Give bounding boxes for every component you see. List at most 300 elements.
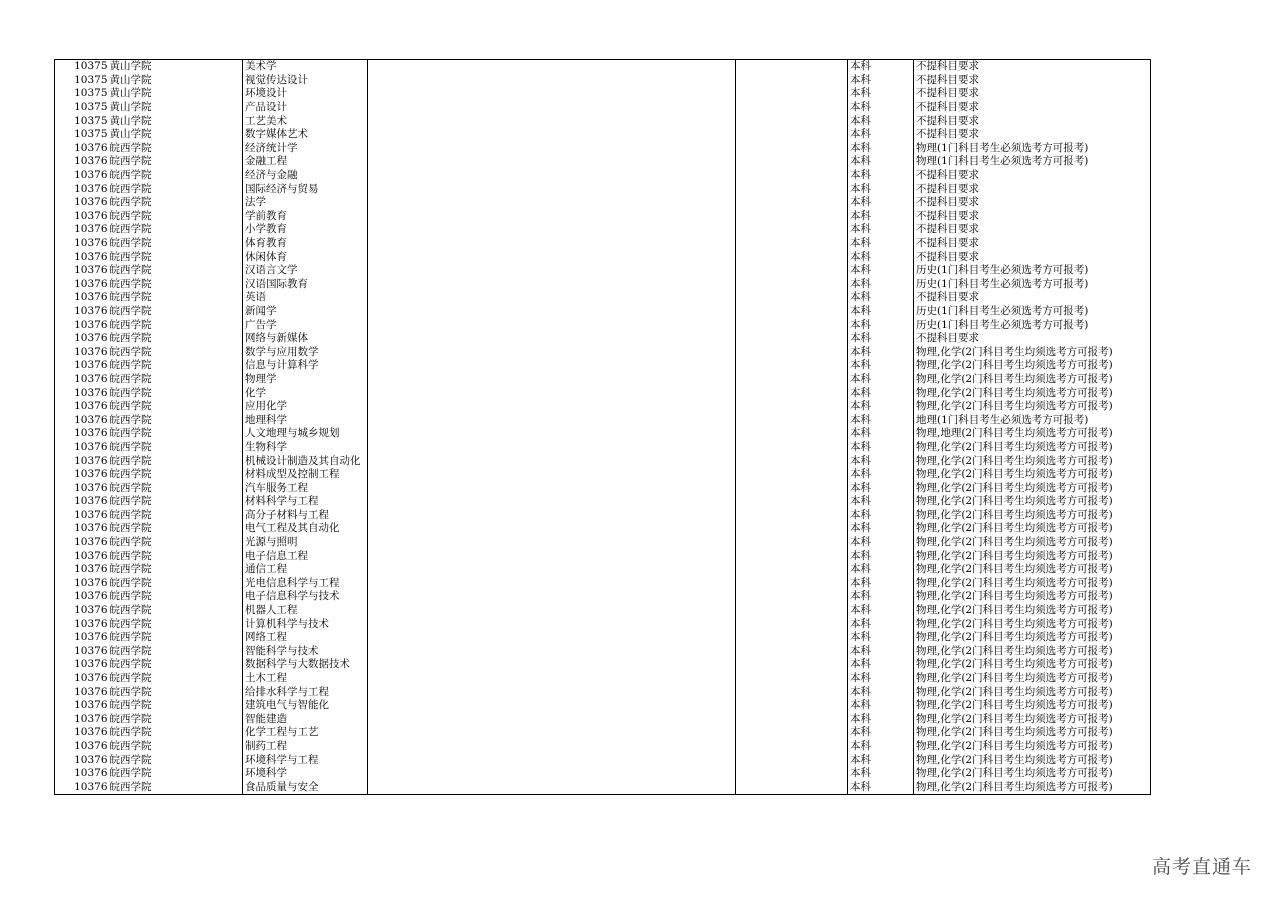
- empty-cell: [368, 250, 736, 264]
- major-name-cell: 机械设计制造及其自动化: [243, 454, 368, 468]
- table-row: [55, 128, 1151, 142]
- school-code-cell: 10376: [74, 386, 108, 399]
- school-code-cell: 10376: [74, 590, 108, 603]
- major-name-cell: 食品质量与安全: [243, 780, 368, 794]
- major-name-cell: 数字媒体艺术: [243, 128, 368, 142]
- school-name-cell: 皖西学院: [109, 454, 152, 467]
- subject-requirement-cell: 物理(1门科目考生必须选考方可报考): [914, 142, 1151, 156]
- subject-requirement-cell: 物理,化学(2门科目考生均须选考方可报考): [914, 617, 1151, 631]
- empty-cell: [736, 60, 848, 74]
- major-name-cell: 小学教育: [243, 223, 368, 237]
- empty-cell: [368, 237, 736, 251]
- major-name-cell: 信息与计算科学: [243, 359, 368, 373]
- empty-cell: [368, 291, 736, 305]
- degree-level-cell: 本科: [848, 699, 914, 713]
- school-name-cell: 皖西学院: [109, 726, 152, 739]
- table-row: [55, 291, 1151, 305]
- school-name-cell: 皖西学院: [109, 209, 152, 222]
- table-row: [55, 60, 1151, 74]
- school-name-cell: 皖西学院: [109, 495, 152, 508]
- empty-cell: [736, 169, 848, 183]
- subject-requirement-cell: 物理,化学(2门科目考生均须选考方可报考): [914, 631, 1151, 645]
- school-name-cell: 皖西学院: [109, 359, 152, 372]
- school-name-cell: 皖西学院: [109, 400, 152, 413]
- school-code-cell: 10376: [74, 169, 108, 182]
- major-name-cell: 机器人工程: [243, 604, 368, 618]
- major-name-cell: 人文地理与城乡规划: [243, 427, 368, 441]
- school-name-cell: 皖西学院: [109, 685, 152, 698]
- empty-cell: [736, 278, 848, 292]
- empty-cell: [736, 441, 848, 455]
- empty-cell: [736, 400, 848, 414]
- subject-requirement-cell: 历史(1门科目考生必须选考方可报考): [914, 278, 1151, 292]
- subject-requirement-cell: 物理,化学(2门科目考生均须选考方可报考): [914, 400, 1151, 414]
- school-name-cell: 皖西学院: [109, 169, 152, 182]
- major-name-cell: 国际经济与贸易: [243, 182, 368, 196]
- school-name-cell: 皖西学院: [109, 427, 152, 440]
- empty-cell: [736, 142, 848, 156]
- school-code-cell: 10375: [74, 73, 108, 86]
- empty-cell: [736, 305, 848, 319]
- table-row: [55, 713, 1151, 727]
- degree-level-cell: 本科: [848, 780, 914, 794]
- empty-cell: [368, 427, 736, 441]
- empty-cell: [368, 617, 736, 631]
- school-name-cell: 皖西学院: [109, 617, 152, 630]
- empty-cell: [736, 87, 848, 101]
- school-code-cell: 10376: [74, 291, 108, 304]
- major-name-cell: 新闻学: [243, 305, 368, 319]
- subject-requirement-cell: 不提科目要求: [914, 250, 1151, 264]
- table-row: [55, 400, 1151, 414]
- empty-cell: [736, 726, 848, 740]
- empty-cell: [736, 196, 848, 210]
- degree-level-cell: 本科: [848, 250, 914, 264]
- school-code-cell: 10376: [74, 576, 108, 589]
- table-row: [55, 753, 1151, 767]
- school-name-cell: 皖西学院: [109, 196, 152, 209]
- table-row: [55, 223, 1151, 237]
- degree-level-cell: 本科: [848, 210, 914, 224]
- admission-requirements-table: [54, 59, 1151, 795]
- major-name-cell: 环境设计: [243, 87, 368, 101]
- empty-cell: [736, 481, 848, 495]
- table-row: [55, 672, 1151, 686]
- major-name-cell: 体育教育: [243, 237, 368, 251]
- empty-cell: [368, 114, 736, 128]
- table-row: [55, 631, 1151, 645]
- empty-cell: [736, 658, 848, 672]
- school-code-cell: 10376: [74, 400, 108, 413]
- major-name-cell: 汽车服务工程: [243, 481, 368, 495]
- school-name-cell: 皖西学院: [109, 536, 152, 549]
- subject-requirement-cell: 不提科目要求: [914, 60, 1151, 74]
- empty-cell: [368, 359, 736, 373]
- major-name-cell: 给排水科学与工程: [243, 685, 368, 699]
- empty-cell: [368, 685, 736, 699]
- empty-cell: [368, 413, 736, 427]
- degree-level-cell: 本科: [848, 536, 914, 550]
- major-name-cell: 建筑电气与智能化: [243, 699, 368, 713]
- empty-cell: [368, 672, 736, 686]
- school-name-cell: 皖西学院: [109, 155, 152, 168]
- school-code-cell: 10376: [74, 182, 108, 195]
- empty-cell: [368, 590, 736, 604]
- empty-cell: [736, 645, 848, 659]
- school-code-cell: 10375: [74, 101, 108, 114]
- table-row: [55, 74, 1151, 88]
- school-code-cell: 10376: [74, 318, 108, 331]
- table-row: [55, 767, 1151, 781]
- table-row: [55, 210, 1151, 224]
- major-name-cell: 网络工程: [243, 631, 368, 645]
- school-code-cell: 10376: [74, 468, 108, 481]
- empty-cell: [368, 495, 736, 509]
- school-code-cell: 10376: [74, 264, 108, 277]
- empty-cell: [368, 155, 736, 169]
- empty-cell: [368, 223, 736, 237]
- empty-cell: [736, 386, 848, 400]
- subject-requirement-cell: 不提科目要求: [914, 196, 1151, 210]
- empty-cell: [736, 114, 848, 128]
- degree-level-cell: 本科: [848, 60, 914, 74]
- major-name-cell: 美术学: [243, 60, 368, 74]
- empty-cell: [368, 264, 736, 278]
- empty-cell: [736, 332, 848, 346]
- major-name-cell: 生物科学: [243, 441, 368, 455]
- subject-requirement-cell: 物理,化学(2门科目考生均须选考方可报考): [914, 481, 1151, 495]
- empty-cell: [736, 604, 848, 618]
- table-row: [55, 658, 1151, 672]
- degree-level-cell: 本科: [848, 223, 914, 237]
- empty-cell: [368, 454, 736, 468]
- empty-cell: [368, 563, 736, 577]
- school-code-cell: 10376: [74, 372, 108, 385]
- school-code-cell: 10376: [74, 332, 108, 345]
- table-row: [55, 318, 1151, 332]
- school-code-cell: 10376: [74, 413, 108, 426]
- major-name-cell: 计算机科学与技术: [243, 617, 368, 631]
- major-name-cell: 学前教育: [243, 210, 368, 224]
- subject-requirement-cell: 物理,化学(2门科目考生均须选考方可报考): [914, 441, 1151, 455]
- school-code-cell: 10376: [74, 304, 108, 317]
- school-code-cell: 10376: [74, 699, 108, 712]
- school-name-cell: 皖西学院: [109, 468, 152, 481]
- empty-cell: [368, 400, 736, 414]
- major-name-cell: 高分子材料与工程: [243, 509, 368, 523]
- degree-level-cell: 本科: [848, 672, 914, 686]
- empty-cell: [368, 780, 736, 794]
- school-code-cell: 10376: [74, 155, 108, 168]
- school-name-cell: 皖西学院: [109, 372, 152, 385]
- degree-level-cell: 本科: [848, 577, 914, 591]
- school-name-cell: 皖西学院: [109, 767, 152, 780]
- degree-level-cell: 本科: [848, 604, 914, 618]
- school-name-cell: 皖西学院: [109, 549, 152, 562]
- school-code-cell: 10375: [74, 87, 108, 100]
- school-code-cell: 10376: [74, 508, 108, 521]
- subject-requirement-cell: 物理,化学(2门科目考生均须选考方可报考): [914, 536, 1151, 550]
- school-name-cell: 皖西学院: [109, 345, 152, 358]
- subject-requirement-cell: 物理,化学(2门科目考生均须选考方可报考): [914, 345, 1151, 359]
- school-code-cell: 10376: [74, 237, 108, 250]
- empty-cell: [736, 468, 848, 482]
- empty-cell: [368, 196, 736, 210]
- major-name-cell: 智能科学与技术: [243, 645, 368, 659]
- empty-cell: [736, 672, 848, 686]
- table-row: [55, 726, 1151, 740]
- school-name-cell: 皖西学院: [109, 223, 152, 236]
- empty-cell: [368, 536, 736, 550]
- empty-cell: [368, 740, 736, 754]
- school-name-cell: 皖西学院: [109, 644, 152, 657]
- empty-cell: [736, 495, 848, 509]
- school-name-cell: 皖西学院: [109, 576, 152, 589]
- subject-requirement-cell: 物理,化学(2门科目考生均须选考方可报考): [914, 522, 1151, 536]
- school-code-cell: 10376: [74, 454, 108, 467]
- table-row: [55, 481, 1151, 495]
- subject-requirement-cell: 物理,化学(2门科目考生均须选考方可报考): [914, 509, 1151, 523]
- table-row: [55, 577, 1151, 591]
- subject-requirement-cell: 物理,化学(2门科目考生均须选考方可报考): [914, 713, 1151, 727]
- degree-level-cell: 本科: [848, 332, 914, 346]
- empty-cell: [736, 767, 848, 781]
- degree-level-cell: 本科: [848, 509, 914, 523]
- school-code-cell: 10376: [74, 644, 108, 657]
- school-code-cell: 10376: [74, 196, 108, 209]
- subject-requirement-cell: 物理,化学(2门科目考生均须选考方可报考): [914, 685, 1151, 699]
- degree-level-cell: 本科: [848, 128, 914, 142]
- school-code-cell: 10376: [74, 440, 108, 453]
- major-name-cell: 环境科学: [243, 767, 368, 781]
- degree-level-cell: 本科: [848, 169, 914, 183]
- table-row: [55, 536, 1151, 550]
- empty-cell: [736, 101, 848, 115]
- degree-level-cell: 本科: [848, 522, 914, 536]
- empty-cell: [368, 604, 736, 618]
- school-code-cell: 10376: [74, 536, 108, 549]
- empty-cell: [368, 468, 736, 482]
- empty-cell: [736, 713, 848, 727]
- degree-level-cell: 本科: [848, 767, 914, 781]
- subject-requirement-cell: 物理,化学(2门科目考生均须选考方可报考): [914, 590, 1151, 604]
- empty-cell: [736, 536, 848, 550]
- watermark-logo-text: 高考直通车: [1151, 856, 1252, 878]
- empty-cell: [736, 522, 848, 536]
- subject-requirement-cell: 物理,化学(2门科目考生均须选考方可报考): [914, 468, 1151, 482]
- degree-level-cell: 本科: [848, 373, 914, 387]
- empty-cell: [368, 577, 736, 591]
- major-name-cell: 制药工程: [243, 740, 368, 754]
- degree-level-cell: 本科: [848, 753, 914, 767]
- empty-cell: [368, 101, 736, 115]
- school-code-cell: 10376: [74, 522, 108, 535]
- empty-cell: [368, 87, 736, 101]
- degree-level-cell: 本科: [848, 454, 914, 468]
- major-name-cell: 土木工程: [243, 672, 368, 686]
- school-code-cell: 10376: [74, 767, 108, 780]
- degree-level-cell: 本科: [848, 413, 914, 427]
- school-name-cell: 皖西学院: [109, 522, 152, 535]
- table-row: [55, 142, 1151, 156]
- empty-cell: [368, 658, 736, 672]
- subject-requirement-cell: 不提科目要求: [914, 237, 1151, 251]
- school-name-cell: 皖西学院: [109, 264, 152, 277]
- degree-level-cell: 本科: [848, 740, 914, 754]
- major-name-cell: 环境科学与工程: [243, 753, 368, 767]
- school-code-cell: 10376: [74, 345, 108, 358]
- degree-level-cell: 本科: [848, 590, 914, 604]
- degree-level-cell: 本科: [848, 631, 914, 645]
- school-code-cell: 10376: [74, 495, 108, 508]
- table-row: [55, 155, 1151, 169]
- major-name-cell: 网络与新媒体: [243, 332, 368, 346]
- subject-requirement-cell: 不提科目要求: [914, 74, 1151, 88]
- empty-cell: [368, 332, 736, 346]
- subject-requirement-cell: 不提科目要求: [914, 291, 1151, 305]
- empty-cell: [368, 210, 736, 224]
- table-row: [55, 264, 1151, 278]
- major-name-cell: 数据科学与大数据技术: [243, 658, 368, 672]
- subject-requirement-cell: 物理,地理(2门科目考生均须选考方可报考): [914, 427, 1151, 441]
- school-name-cell: 黄山学院: [109, 101, 152, 114]
- school-code-cell: 10376: [74, 617, 108, 630]
- subject-requirement-cell: 物理,化学(2门科目考生均须选考方可报考): [914, 658, 1151, 672]
- empty-cell: [736, 250, 848, 264]
- degree-level-cell: 本科: [848, 318, 914, 332]
- subject-requirement-cell: 物理,化学(2门科目考生均须选考方可报考): [914, 672, 1151, 686]
- empty-cell: [368, 522, 736, 536]
- empty-cell: [736, 128, 848, 142]
- subject-requirement-cell: 不提科目要求: [914, 128, 1151, 142]
- subject-requirement-cell: 物理,化学(2门科目考生均须选考方可报考): [914, 495, 1151, 509]
- subject-requirement-cell: 物理,化学(2门科目考生均须选考方可报考): [914, 645, 1151, 659]
- table-row: [55, 563, 1151, 577]
- school-name-cell: 皖西学院: [109, 182, 152, 195]
- empty-cell: [736, 155, 848, 169]
- school-name-cell: 皖西学院: [109, 277, 152, 290]
- school-name-cell: 皖西学院: [109, 658, 152, 671]
- subject-requirement-cell: 不提科目要求: [914, 114, 1151, 128]
- empty-cell: [736, 427, 848, 441]
- degree-level-cell: 本科: [848, 155, 914, 169]
- empty-cell: [368, 74, 736, 88]
- school-name-cell: 皖西学院: [109, 250, 152, 263]
- school-code-cell: 10375: [74, 128, 108, 141]
- empty-cell: [368, 645, 736, 659]
- table-row: [55, 196, 1151, 210]
- major-name-cell: 电子信息工程: [243, 549, 368, 563]
- table-row: [55, 454, 1151, 468]
- school-name-cell: 皖西学院: [109, 386, 152, 399]
- empty-cell: [368, 386, 736, 400]
- school-code-cell: 10376: [74, 726, 108, 739]
- table-row: [55, 305, 1151, 319]
- major-name-cell: 金融工程: [243, 155, 368, 169]
- degree-level-cell: 本科: [848, 305, 914, 319]
- empty-cell: [368, 753, 736, 767]
- table-row: [55, 590, 1151, 604]
- school-code-cell: 10376: [74, 712, 108, 725]
- school-name-cell: 黄山学院: [109, 87, 152, 100]
- major-name-cell: 化学工程与工艺: [243, 726, 368, 740]
- empty-cell: [736, 413, 848, 427]
- subject-requirement-cell: 物理,化学(2门科目考生均须选考方可报考): [914, 767, 1151, 781]
- table-row: [55, 114, 1151, 128]
- empty-cell: [736, 549, 848, 563]
- empty-cell: [736, 617, 848, 631]
- degree-level-cell: 本科: [848, 101, 914, 115]
- major-name-cell: 光电信息科学与工程: [243, 577, 368, 591]
- table-row: [55, 617, 1151, 631]
- degree-level-cell: 本科: [848, 645, 914, 659]
- subject-requirement-cell: 历史(1门科目考生必须选考方可报考): [914, 264, 1151, 278]
- empty-cell: [368, 699, 736, 713]
- table-row: [55, 386, 1151, 400]
- major-name-cell: 光源与照明: [243, 536, 368, 550]
- empty-cell: [736, 318, 848, 332]
- major-name-cell: 产品设计: [243, 101, 368, 115]
- degree-level-cell: 本科: [848, 713, 914, 727]
- degree-level-cell: 本科: [848, 386, 914, 400]
- empty-cell: [368, 726, 736, 740]
- subject-requirement-cell: 物理,化学(2门科目考生均须选考方可报考): [914, 753, 1151, 767]
- school-code-cell: 10376: [74, 658, 108, 671]
- table-row: [55, 522, 1151, 536]
- empty-cell: [736, 264, 848, 278]
- subject-requirement-cell: 不提科目要求: [914, 169, 1151, 183]
- school-name-cell: 黄山学院: [109, 114, 152, 127]
- degree-level-cell: 本科: [848, 182, 914, 196]
- school-name-cell: 皖西学院: [109, 712, 152, 725]
- school-code-cell: 10376: [74, 141, 108, 154]
- degree-level-cell: 本科: [848, 658, 914, 672]
- table-row: [55, 413, 1151, 427]
- degree-level-cell: 本科: [848, 114, 914, 128]
- empty-cell: [736, 454, 848, 468]
- school-name-cell: 皖西学院: [109, 590, 152, 603]
- school-code-cell: 10375: [74, 114, 108, 127]
- subject-requirement-cell: 物理,化学(2门科目考生均须选考方可报考): [914, 740, 1151, 754]
- empty-cell: [736, 373, 848, 387]
- empty-cell: [368, 441, 736, 455]
- empty-cell: [736, 291, 848, 305]
- empty-cell: [736, 631, 848, 645]
- degree-level-cell: 本科: [848, 359, 914, 373]
- subject-requirement-cell: 不提科目要求: [914, 223, 1151, 237]
- degree-level-cell: 本科: [848, 196, 914, 210]
- table-row: [55, 250, 1151, 264]
- subject-requirement-cell: 物理,化学(2门科目考生均须选考方可报考): [914, 604, 1151, 618]
- subject-requirement-cell: 物理,化学(2门科目考生均须选考方可报考): [914, 699, 1151, 713]
- subject-requirement-cell: 不提科目要求: [914, 332, 1151, 346]
- school-code-cell: 10376: [74, 481, 108, 494]
- subject-requirement-cell: 物理,化学(2门科目考生均须选考方可报考): [914, 373, 1151, 387]
- school-code-cell: 10376: [74, 685, 108, 698]
- major-name-cell: 通信工程: [243, 563, 368, 577]
- empty-cell: [736, 210, 848, 224]
- school-name-cell: 黄山学院: [109, 73, 152, 86]
- subject-requirement-cell: 物理,化学(2门科目考生均须选考方可报考): [914, 359, 1151, 373]
- empty-cell: [736, 509, 848, 523]
- school-name-cell: 皖西学院: [109, 604, 152, 617]
- empty-cell: [736, 780, 848, 794]
- major-name-cell: 广告学: [243, 318, 368, 332]
- empty-cell: [368, 182, 736, 196]
- empty-cell: [736, 699, 848, 713]
- empty-cell: [368, 509, 736, 523]
- school-name-cell: 皖西学院: [109, 780, 152, 793]
